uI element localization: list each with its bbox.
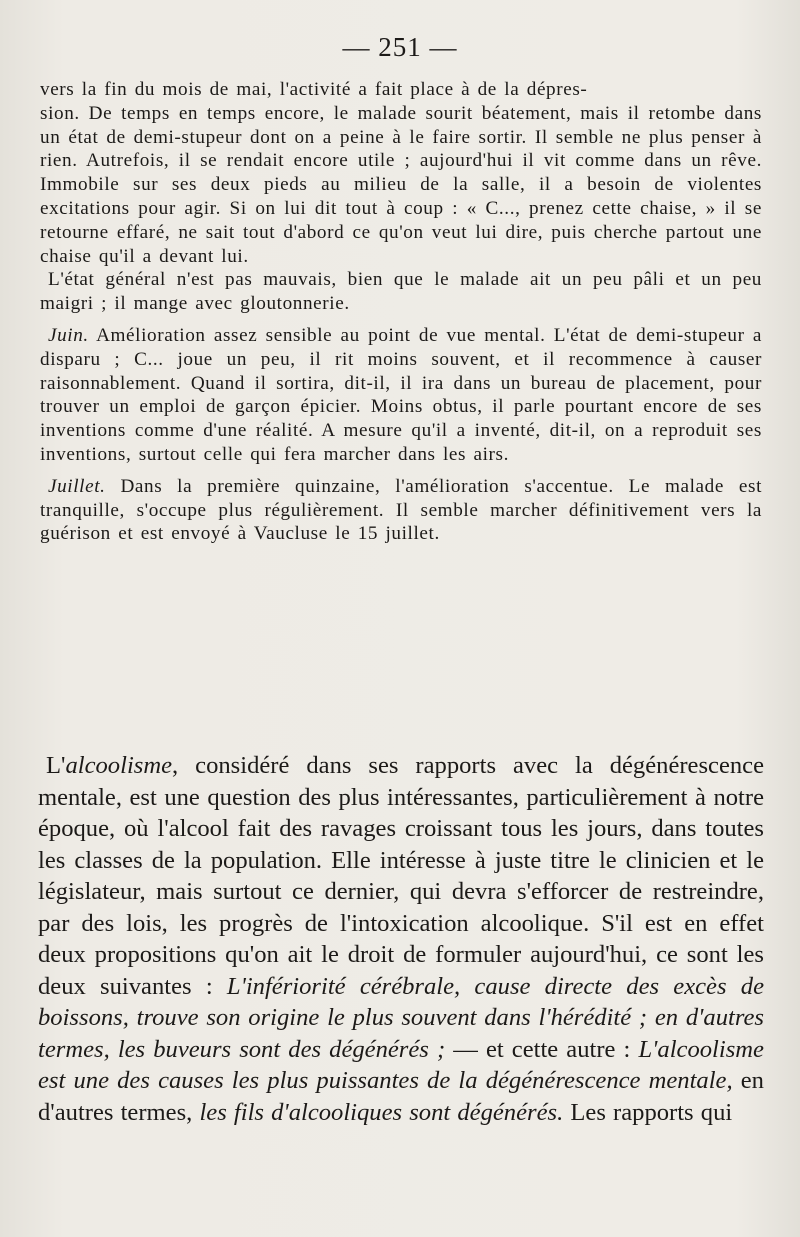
- case-paragraph-june: [40, 324, 762, 467]
- page-number: — 251 —: [342, 32, 458, 62]
- essay-conclusion: les fils d'alcooliques sont dégénérés.: [199, 1098, 564, 1126]
- case-paragraph-general-state: L'état général n'est pas mauvais, bien que le malade ait un peu pâli et un peu maigri ; il mange avec gloutonnerie.: [40, 269, 762, 315]
- case-paragraph-may: [40, 78, 762, 268]
- essay-proposition-2: L'alcoolisme est une des causes les plus puissantes de la dégénérescence mentale,: [38, 1035, 764, 1094]
- essay-text-5: Les rapports qui: [563, 1098, 733, 1126]
- essay-paragraph: [38, 750, 764, 1128]
- month-label-june: Juin.: [48, 324, 89, 346]
- essay-text-2: , considéré dans ses rapports avec la dégénérescence mentale, est une question des plus intéressantes, particulièrement à notre époque, où l'alcool fait des ravages croissant tous les jours, dans toutes les classes de la population. Elle intéresse à juste titre le clinicien et le législateur, mais surtout ce dernier, qui devra s'efforcer de restreindre, par des lois, les progrès de l'intoxication alcoolique. S'il est en effet deux propositions qu'on ait le droit de formuler aujourd'hui, ce sont les deux suivantes :: [38, 752, 764, 1000]
- essay-text-4: en d'autres termes,: [38, 1067, 764, 1126]
- month-label-july: Juillet.: [48, 475, 106, 497]
- essay-text-3: — et cette autre :: [445, 1035, 639, 1063]
- case-paragraph-june-text: Amélioration assez sensible au point de vue mental. L'état de demi-stupeur a disparu ; C... joue un peu, il rit moins souvent, et il recommence à causer raisonnablement. Quand il sortira, dit-il, il ira dans un bureau de placement, pour trouver un emploi de garçon épicier. Moins obtus, il parle pourtant encore de ses inventions comme d'une réalité. A mesure qu'il a inventé, dit-il, on a reproduit ses inventions, surtout celle qui fera marcher dans les airs.: [40, 324, 762, 465]
- case-paragraph-may-line1: vers la fin du mois de mai, l'activité a fait place à de la dépres-: [40, 79, 588, 100]
- essay-section: [38, 750, 764, 1128]
- essay-term-alcoolisme: alcoolisme: [65, 752, 173, 779]
- essay-proposition-1: L'infériorité cérébrale, cause directe des excès de boissons, trouve son origine le plus souvent dans l'hérédité ; en d'autres termes, les buveurs sont des dégénérés ;: [38, 972, 764, 1063]
- essay-text-1: L': [46, 752, 66, 779]
- case-notes-section: [40, 78, 762, 546]
- case-paragraph-july: [40, 475, 762, 546]
- case-paragraph-may-rest: sion. De temps en temps encore, le malade sourit béatement, mais il retombe dans un état de demi-stupeur dont on a peine à le faire sortir. Il semble ne plus penser à rien. Autrefois, il se rendait encore utile ; aujourd'hui il vit comme dans un rêve. Immobile sur ses deux pieds au milieu de la salle, il a besoin de violentes excitations pour agir. Si on lui dit tout à coup : « C..., prenez cette chaise, » il se retourne effaré, ne sait tout d'abord ce qu'on veut lui dire, puis cherche partout une chaise qu'il a devant lui.: [40, 102, 762, 267]
- case-paragraph-july-text: Dans la première quinzaine, l'amélioration s'accentue. Le malade est tranquille, s'occupe plus régulièrement. Il semble marcher définitivement vers la guérison et est envoyé à Vaucluse le 15 juillet.: [40, 475, 762, 545]
